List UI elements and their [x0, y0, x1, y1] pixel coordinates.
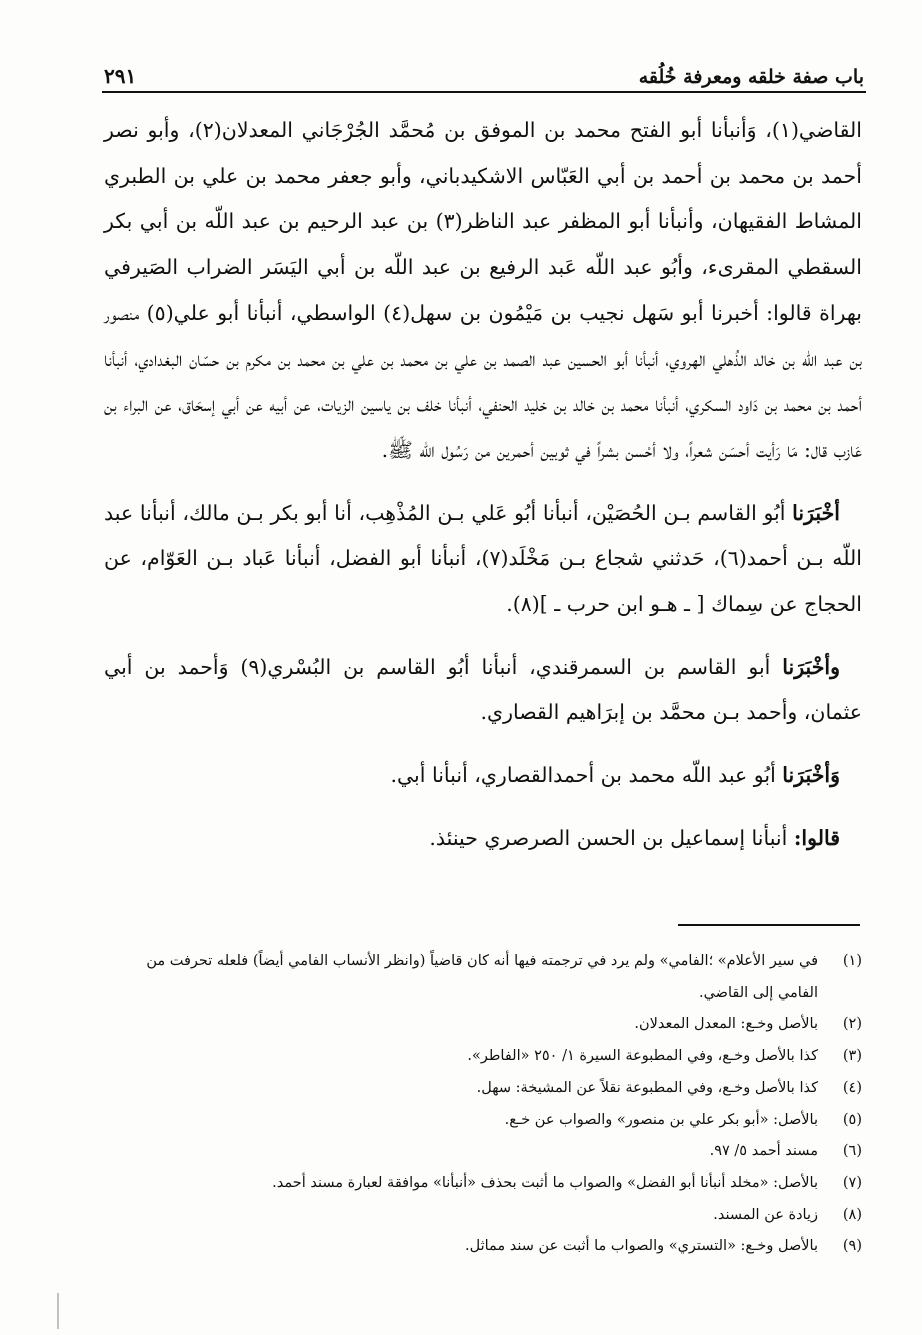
main-text — [104, 108, 862, 862]
footnote-number: (٩) — [842, 1238, 862, 1255]
footnote-9 — [104, 1231, 862, 1263]
paragraph-1-text: القاضي(١)، وَأنبأنا أبو الفتح محمد بن الموفق بن مُحمَّد الجُرْجَاني المعدلان(٢)، وأبو نصر أحمد بن محمد بن أحمد بن أبي العَبّاس الاشكيدباني، وأبو جعفر محمد بن علي بن الطبري المشاط الفقيهان، وأنبأنا أبو المظفر عبد الناظر(٣) بن عبد الرحيم بن عبد اللّه بن أبي بكر السقطي المقرىء، وأبُو عبد اللّه عَبد الرفيع بن عبد اللّه بن أبي اليَسَر الضراب الصَيرفي بهراة قالوا: أخبرنا أبو سَهل نجيب بن مَيْمُون بن سهل(٤) الواسطي، أنبأنا أبو علي(٥) منصور بن عبد اللّه بن خالد الذُهلي الهروي، أنبأنا أبو الحسين عبد الصمد بن علي بن محمد بن علي بن محمد بن مكرم بن حسّان البغدادي، أنبأنا أحمد بن محمد بن دَاود السكري، أنبأنا محمد بن خالد بن خليد الحنفي، أنبأنا خلف بن ياسين الزيات، عن أبيه عن أبي إسحَاق، عن البراء بن عَازب قال: مَا رَأيت أحسَن شعراً، ولا أحْسن بشراً في ثوبين أحمرين من رَسُول الله ﷺ. — [104, 118, 862, 462]
footnote-number: (٣) — [842, 1048, 862, 1065]
footnote-rule — [678, 924, 860, 926]
scan-margin-mark — [57, 1293, 59, 1329]
footnote-number: (٦) — [842, 1143, 862, 1160]
footnote-number: (١) — [842, 953, 862, 969]
footnote-text: مسند أحمد ٥/ ٩٧. — [709, 1143, 818, 1160]
footnote-number: (٨) — [842, 1206, 862, 1223]
paragraph-5-lead: قالوا: — [793, 825, 840, 850]
paragraph-4-text: أبُو عبد اللّه محمد بن أحمدالقصاري، أنبأنا أبي. — [390, 763, 783, 788]
footnote-text: بالأصل: «مخلد أنبأنا أبو الفضل» والصواب ما أثبت بحذف «أنبأنا» موافقة لعبارة مسند أحمد. — [272, 1174, 818, 1191]
footnote-number: (٢) — [842, 1016, 862, 1033]
running-title: باب صفة خلقه ومعرفة خُلُقه — [638, 66, 864, 88]
paragraph-5 — [104, 816, 862, 862]
paragraph-5-text: أنبأنا إسماعيل بن الحسن الصرصري حينئذ. — [429, 825, 794, 850]
footnote-2 — [104, 1009, 862, 1041]
paragraph-3 — [104, 645, 862, 736]
footnote-text: كذا بالأصل وخـع، وفي المطبوعة السيرة ١/ ٢٥٠ «الفاطر». — [467, 1048, 818, 1065]
footnote-text: بالأصل: «أبو بكر علي بن منصور» والصواب عن خـع. — [504, 1111, 818, 1128]
paragraph-4-lead: وَأخْبَرَنا — [782, 763, 840, 788]
header-rule — [102, 91, 866, 93]
paragraph-1 — [104, 108, 862, 474]
footnote-number: (٧) — [842, 1174, 862, 1191]
footnote-number: (٤) — [842, 1079, 862, 1096]
footnotes — [104, 946, 862, 1263]
footnote-text: زيادة عن المسند. — [713, 1206, 818, 1223]
footnote-4 — [104, 1073, 862, 1105]
footnote-6 — [104, 1136, 862, 1168]
paragraph-2-lead: أخْبَرَنا — [792, 500, 840, 525]
footnote-text: كذا بالأصل وخـع، وفي المطبوعة نقلاً عن المشيخة: سهل. — [476, 1079, 818, 1096]
paragraph-2-text: أبُو القاسم بـن الحُصَيْن، أنبأنا أبُو عَلي بـن المُذْهِب، أنا أبو بكر بـن مالك، أنبأنا عبد اللّه بـن أحمد(٦)، حَدثني شجاع بـن مَخْلَد(٧)، أنبأنا أبو الفضل، أنبأنا عَباد بـن العَوّام، عن الحجاج عن سِماك [ ـ هـو ابن حرب ـ ](٨). — [104, 500, 862, 617]
footnote-5 — [104, 1105, 862, 1137]
footnote-8 — [104, 1200, 862, 1232]
paragraph-2 — [104, 491, 862, 628]
footnote-text: بالأصل وخـع: «التستري» والصواب ما أثبت عن سند مماثل. — [464, 1238, 818, 1255]
footnote-text: بالأصل وخـع: المعدل المعدلان. — [634, 1016, 818, 1033]
running-header — [104, 52, 864, 88]
footnote-1 — [104, 946, 862, 1009]
footnote-3 — [104, 1041, 862, 1073]
page-number: ٢٩١ — [104, 64, 137, 88]
footnote-7 — [104, 1168, 862, 1200]
footnote-number: (٥) — [842, 1111, 862, 1128]
paragraph-3-lead: وأخْبَرَنا — [782, 654, 840, 679]
paragraph-4 — [104, 753, 862, 799]
footnote-text: في سير الأعلام» ؛الفامي» ولم يرد في ترجمته فيها أنه كان قاضياً (وانظر الأنساب الفامي أيضاً) فلعله تحرفت من الفامي إلى القاضي. — [146, 953, 818, 1001]
paragraph-3-text: أبو القاسم بن السمرقندي، أنبأنا أبُو القاسم بن البُسْري(٩) وَأحمد بن أبي عثمان، وأحمد بـن محمَّد بن إبرَاهيم القصاري. — [104, 654, 862, 725]
